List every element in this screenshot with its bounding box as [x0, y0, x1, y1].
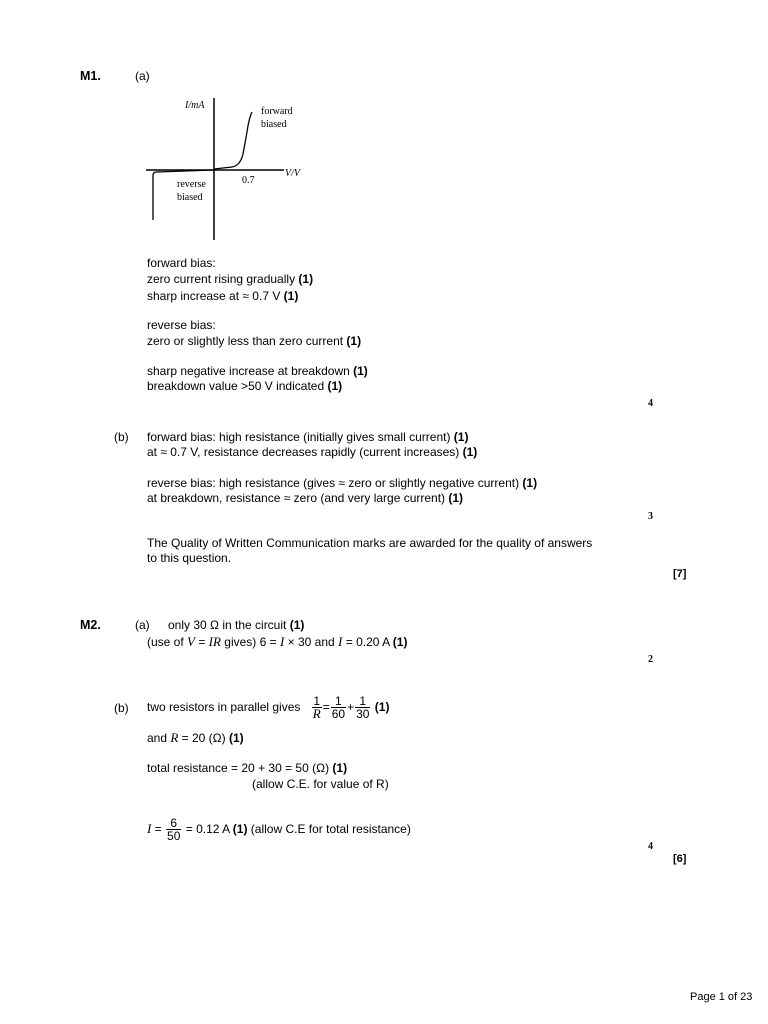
m1-b-line: at breakdown, resistance ≈ zero (and very large current) (1) — [147, 491, 464, 505]
m1-b-line: at ≈ 0.7 V, resistance decreases rapidly (current increases) (1) — [147, 445, 478, 459]
qwc-note-line-1: The Quality of Written Communication marks are awarded for the quality of answers — [147, 536, 593, 550]
m1-a-line: reverse bias: — [147, 318, 216, 332]
m2-total-marks: [6] — [673, 853, 687, 865]
graph-reverse-label-1: reverse — [177, 179, 206, 190]
question-number-m2: M2. — [80, 618, 101, 632]
m1-a-line: zero or slightly less than zero current (1) — [147, 334, 362, 348]
m2-a-line-1: only 30 Ω in the circuit (1) — [168, 618, 305, 632]
m1-b-marks: 3 — [648, 511, 653, 522]
graph-tick-label: 0.7 — [242, 175, 255, 186]
m2-b-marks: 4 — [648, 841, 653, 852]
m1-a-line: forward bias: — [147, 256, 216, 270]
graph-forward-label-2: biased — [261, 119, 287, 130]
m2-a-marks: 2 — [648, 654, 653, 665]
part-label-m1-b: (b) — [114, 430, 129, 444]
graph-forward-label-1: forward — [261, 106, 293, 117]
m1-b-line: forward bias: high resistance (initially gives small current) (1) — [147, 430, 469, 444]
m1-b-line: reverse bias: high resistance (gives ≈ zero or slightly negative current) (1) — [147, 476, 538, 490]
fraction: $\frac{6}{50}$ — [167, 816, 181, 844]
m1-a-line: zero current rising gradually (1) — [147, 272, 314, 286]
fraction: $\frac{1}{R}$ — [312, 694, 321, 722]
m2-b-line-2: and R = 20 (Ω) (1) — [147, 730, 244, 745]
m2-a-line-2: (use of V = IR gives) 6 = I × 30 and I = 0.20 A (1) — [147, 634, 408, 649]
fraction: $\frac{1}{60}$ — [331, 694, 346, 722]
diode-iv-graph — [140, 92, 320, 244]
part-label-m1-a: (a) — [135, 69, 150, 83]
m1-a-line: sharp negative increase at breakdown (1) — [147, 364, 368, 378]
fraction: $\frac{1}{30}$ — [356, 694, 370, 722]
parallel-resistor-equation: two resistors in parallel gives $\frac{1}{R}$ = $\frac{1}{60}$ + $\frac{1}{30}$ (1) — [147, 694, 390, 722]
m2-b-line-3: total resistance = 20 + 30 = 50 (Ω) (1) — [147, 761, 348, 775]
graph-y-axis-label: I/mA — [185, 100, 205, 111]
page-number: Page 1 of 23 — [690, 991, 753, 1003]
question-number-m1: M1. — [80, 69, 101, 83]
part-label-m2-b: (b) — [114, 701, 129, 715]
qwc-note-line-2: to this question. — [147, 551, 232, 565]
current-calculation: I = $\frac{6}{50}$ = 0.12 A (1) (allow C.E for total resistance) — [147, 816, 411, 844]
graph-reverse-label-2: biased — [177, 192, 203, 203]
m1-a-line: breakdown value >50 V indicated (1) — [147, 379, 343, 393]
m2-b-line-4: (allow C.E. for value of R) — [252, 777, 389, 791]
part-label-m2-a: (a) — [135, 618, 150, 632]
forward-bias-curve — [214, 112, 252, 169]
m1-a-marks: 4 — [648, 398, 653, 409]
m1-total-marks: [7] — [673, 568, 687, 580]
graph-x-axis-label: V/V — [285, 168, 300, 179]
m1-a-line: sharp increase at ≈ 0.7 V (1) — [147, 289, 299, 303]
